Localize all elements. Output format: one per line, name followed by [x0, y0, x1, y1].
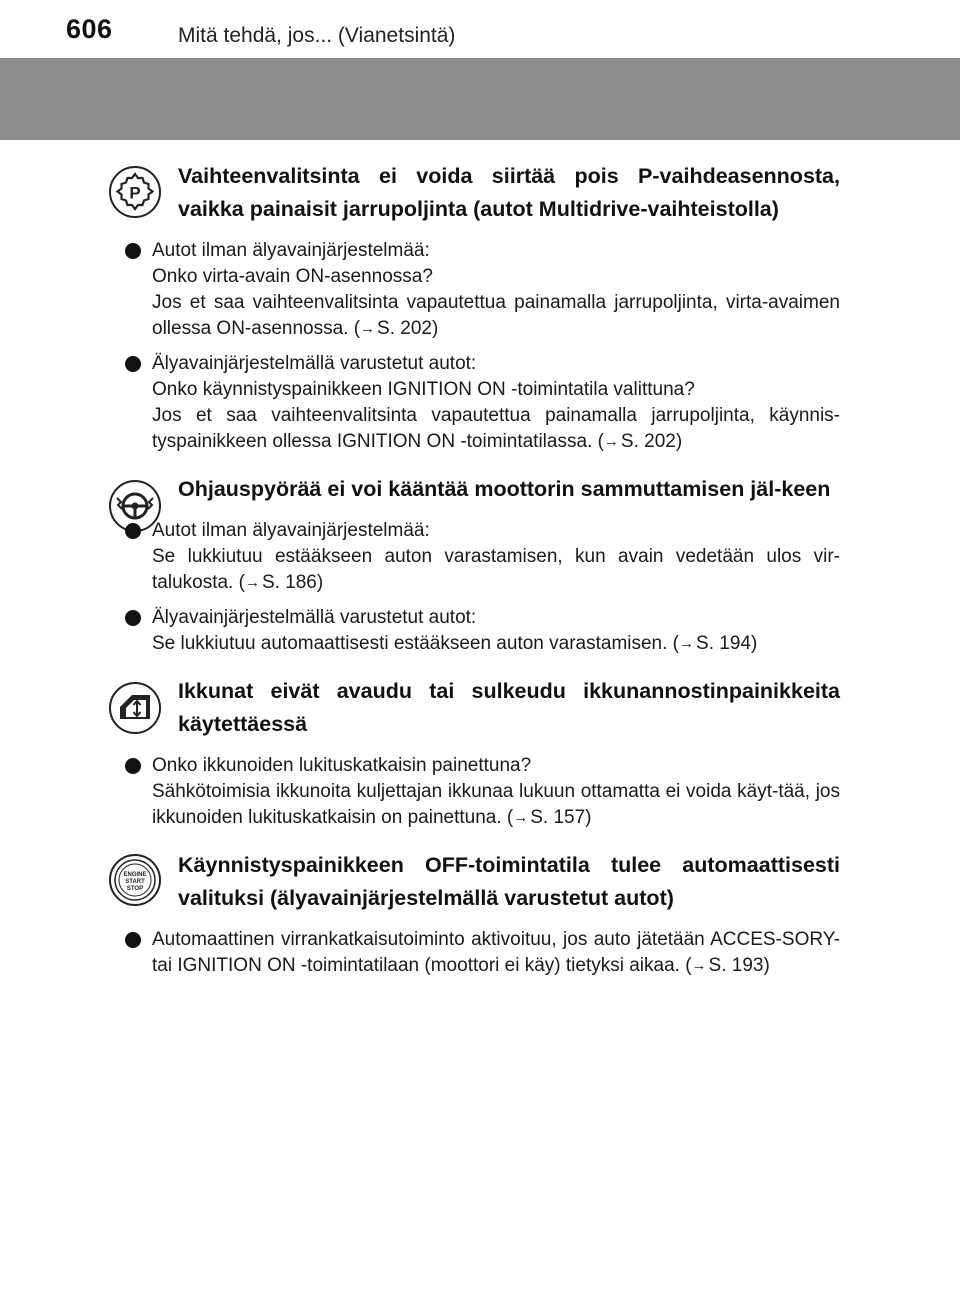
bullet-icon [125, 758, 141, 774]
bullet-icon [125, 523, 141, 539]
bullet-icon [125, 932, 141, 948]
item-heading: Autot ilman älyavainjärjestelmää: [152, 520, 430, 541]
page-content [0, 150, 960, 979]
page-header [0, 0, 960, 140]
arrow-right-icon: → [679, 635, 695, 652]
power-window-icon [108, 681, 162, 735]
engine-start-stop-icon [108, 853, 162, 907]
page-reference[interactable]: S. 202 [377, 318, 432, 339]
section-heading [0, 849, 960, 915]
item-line: Sähkötoimisia ikkunoita kuljettajan ikkunaa lukuun ottamatta ei voida käyt-tää, jos ikkunoiden lukituskatkaisin on painettuna. (→ S. 157) [152, 781, 840, 828]
page-reference[interactable]: S. 194 [696, 633, 751, 654]
header-top-strip [0, 0, 960, 58]
arrow-right-icon: → [691, 957, 707, 974]
item-line: Se lukkiutuu automaattisesti estääkseen auton varastamisen. (→ S. 194) [152, 633, 758, 654]
list-item [0, 927, 960, 979]
arrow-right-icon: → [513, 809, 529, 826]
section-title: Vaihteenvalitsinta ei voida siirtää pois P-vaihdeasennosta, vaikka painaisit jarrupoljinta (autot Multidrive-vaihteistolla) [178, 164, 840, 221]
bullet-icon [125, 243, 141, 259]
section-title: Käynnistyspainikkeen OFF-toimintatila tulee automaattisesti valituksi (älyavainjärjestelmällä varustetut autot) [178, 853, 840, 910]
section-heading [0, 473, 960, 506]
list-item [0, 351, 960, 455]
section-auto-power-off [0, 849, 960, 979]
page-reference[interactable]: S. 186 [261, 572, 317, 593]
section-heading [0, 160, 960, 226]
chapter-title: Mitä tehdä, jos... (Vianetsintä) [178, 24, 456, 47]
item-heading: Onko ikkunoiden lukituskatkaisin painettuna? [152, 755, 532, 776]
list-item [0, 605, 960, 657]
page-number: 606 [66, 14, 113, 44]
section-heading [0, 675, 960, 741]
page-reference[interactable]: S. 193 [708, 955, 764, 976]
list-item [0, 238, 960, 342]
svg-text:P: P [129, 183, 141, 203]
item-line: Jos et saa vaihteenvalitsinta vapautettua painamalla jarrupoljinta, virta-avaimen ollessa ON-asennossa. (→ S. 202) [152, 292, 840, 339]
header-gray-band [0, 58, 960, 140]
item-line: Jos et saa vaihteenvalitsinta vapautettua painamalla jarrupoljinta, käynnis-tyspainikkeen ollessa IGNITION ON -toimintatilassa. (→ S. 202) [152, 405, 840, 452]
bullet-icon [125, 610, 141, 626]
icon-text: STOP [126, 886, 144, 892]
list-item [0, 753, 960, 831]
icon-text: START [125, 879, 145, 885]
arrow-right-icon: → [603, 433, 619, 450]
item-line: Automaattinen virrankatkaisutoiminto aktivoituu, jos auto jätetään ACCES-SORY- tai IGNITION ON -toimintatilaan (moottori ei käy) tietyksi aikaa. (→ S. 193) [152, 929, 840, 976]
arrow-right-icon: → [360, 320, 376, 337]
list-item [0, 518, 960, 596]
section-title: Ikkunat eivät avaudu tai sulkeudu ikkunannostinpainikkeita käytettäessä [178, 679, 840, 736]
bullet-icon [125, 356, 141, 372]
icon-text: ENGINE [123, 872, 147, 878]
page-reference[interactable]: S. 157 [530, 807, 586, 828]
item-line: Onko virta-avain ON-asennossa? [152, 266, 433, 287]
arrow-right-icon: → [244, 574, 260, 591]
section-power-windows [0, 675, 960, 831]
item-line: Se lukkiutuu estääkseen auton varastamisen, kun avain vedetään ulos vir-talukosta. (→ S. 186) [152, 546, 840, 593]
park-gear-icon [108, 165, 162, 219]
item-heading: Älyavainjärjestelmällä varustetut autot: [152, 353, 477, 374]
section-shift-lever [0, 160, 960, 455]
section-title: Ohjauspyörää ei voi kääntää moottorin sammuttamisen jäl-keen [178, 477, 831, 501]
page-reference[interactable]: S. 202 [620, 431, 676, 452]
item-line: Onko käynnistyspainikkeen IGNITION ON -toimintatila valittuna? [152, 379, 695, 400]
item-heading: Älyavainjärjestelmällä varustetut autot: [152, 607, 477, 628]
item-heading: Autot ilman älyavainjärjestelmää: [152, 240, 430, 261]
section-steering-wheel [0, 473, 960, 657]
